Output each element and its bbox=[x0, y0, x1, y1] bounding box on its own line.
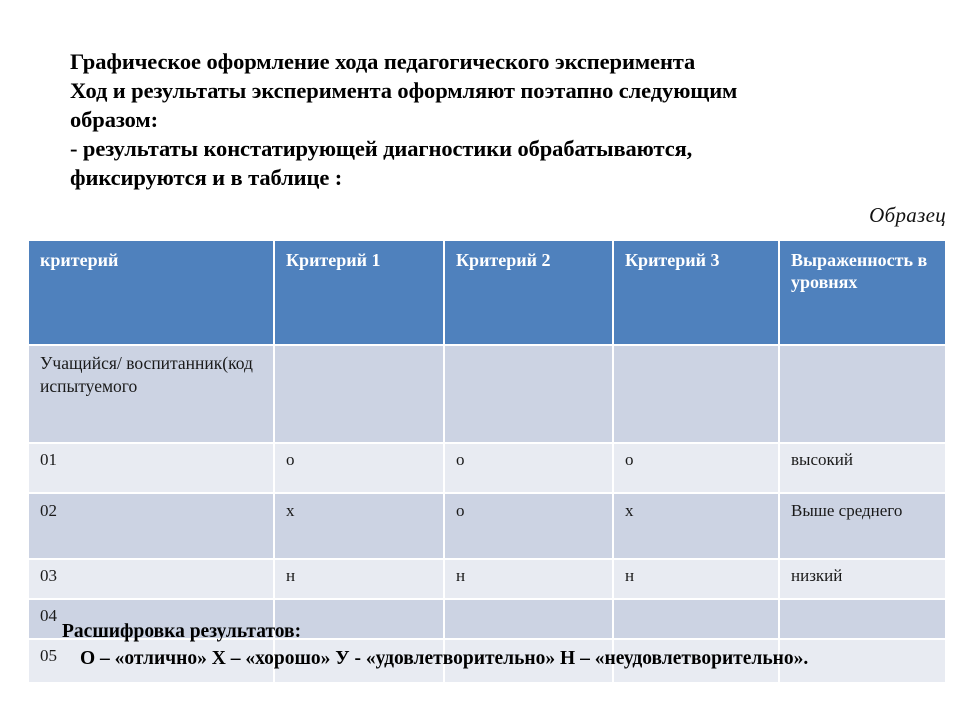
legend-block bbox=[62, 619, 882, 672]
cell-c3: н bbox=[613, 559, 779, 599]
column-header-levels: Выраженность в уровнях bbox=[779, 240, 946, 345]
cell-level: Выше среднего bbox=[779, 493, 946, 559]
cell-c1: х bbox=[274, 493, 444, 559]
cell-code: 02 bbox=[28, 493, 274, 559]
table-header bbox=[28, 240, 946, 345]
cell-c3: о bbox=[613, 443, 779, 493]
cell-c1 bbox=[274, 345, 444, 443]
cell-c1: о bbox=[274, 443, 444, 493]
cell-code: 03 bbox=[28, 559, 274, 599]
cell-c3 bbox=[613, 345, 779, 443]
cell-code: 01 bbox=[28, 443, 274, 493]
table-row bbox=[28, 443, 946, 493]
cell-c2: о bbox=[444, 443, 613, 493]
sample-caption: Образец bbox=[869, 203, 946, 227]
results-table bbox=[27, 239, 947, 684]
column-header-criterion: критерий bbox=[28, 240, 274, 345]
cell-c2: н bbox=[444, 559, 613, 599]
cell-level: высокий bbox=[779, 443, 946, 493]
legend-body: О – «отлично» Х – «хорошо» У - «удовлетворительно» Н – «неудовлетворительно». bbox=[80, 648, 809, 669]
cell-level: низкий bbox=[779, 559, 946, 599]
title-line-1: Графическое оформление хода педагогического эксперимента bbox=[70, 49, 696, 74]
column-header-criterion-1: Критерий 1 bbox=[274, 240, 444, 345]
cell-level bbox=[779, 345, 946, 443]
legend-title: Расшифровка результатов: bbox=[62, 621, 302, 642]
title-line-2: Ход и результаты эксперимента оформляют поэтапно следующим bbox=[70, 78, 738, 103]
title-line-4: - результаты констатирующей диагностики обрабатываются, bbox=[70, 136, 693, 161]
cell-code: 05 bbox=[28, 639, 274, 683]
table-header-row bbox=[28, 240, 946, 345]
column-header-criterion-2: Критерий 2 bbox=[444, 240, 613, 345]
table-row bbox=[28, 559, 946, 599]
title-line-3: образом: bbox=[70, 107, 159, 132]
cell-subject-label: Учащийся/ воспитанник(код испытуемого bbox=[28, 345, 274, 443]
title-line-5: фиксируются и в таблице : bbox=[70, 165, 343, 190]
cell-c2: о bbox=[444, 493, 613, 559]
table-row bbox=[28, 493, 946, 559]
cell-c3: х bbox=[613, 493, 779, 559]
column-header-criterion-3: Критерий 3 bbox=[613, 240, 779, 345]
page-title bbox=[70, 47, 900, 192]
cell-c1: н bbox=[274, 559, 444, 599]
table-row bbox=[28, 345, 946, 443]
cell-c2 bbox=[444, 345, 613, 443]
cell-code: 04 bbox=[28, 599, 274, 639]
